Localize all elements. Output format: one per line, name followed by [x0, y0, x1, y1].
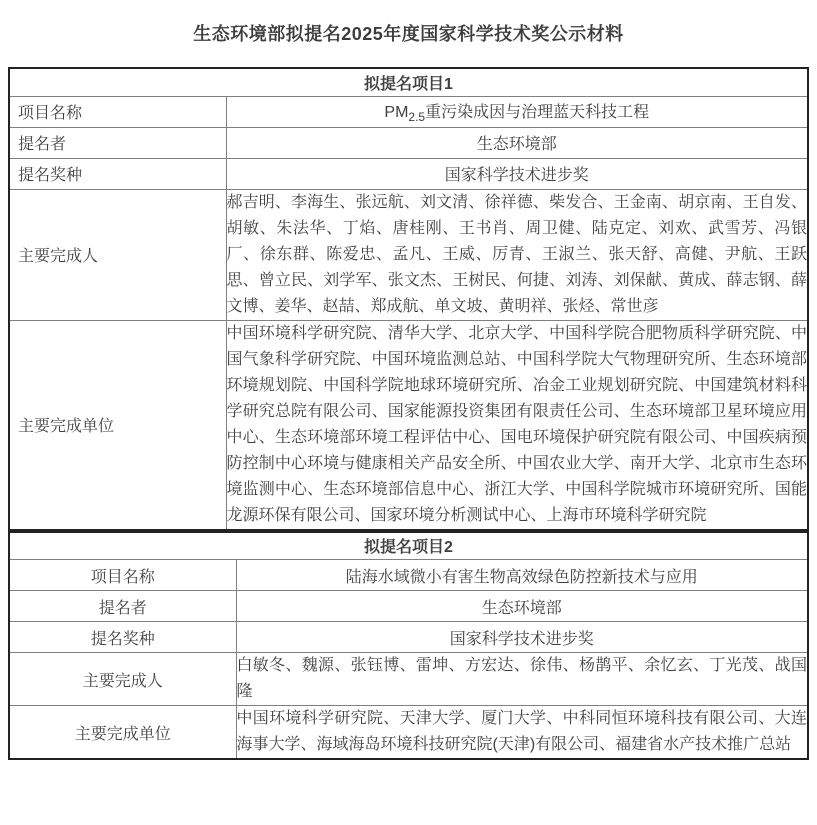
project-1-award-label: 提名奖种 — [9, 158, 226, 189]
project-2-completers-value: 白敏冬、魏源、张钰博、雷坤、方宏达、徐伟、杨鹊平、余忆玄、丁光茂、战国隆 — [236, 653, 808, 706]
project-1-header-row — [9, 68, 808, 96]
project-2-header-row — [9, 532, 808, 560]
project-1-nominator-value: 生态环境部 — [226, 127, 808, 158]
project-1-section-header: 拟提名项目1 — [9, 68, 808, 96]
project-2-award-label: 提名奖种 — [9, 622, 236, 653]
project-2-name-row — [9, 560, 808, 591]
notice-page — [0, 20, 817, 760]
project-1-completers-label: 主要完成人 — [9, 189, 226, 320]
project-2-nominator-label: 提名者 — [9, 591, 236, 622]
project-2-award-row — [9, 622, 808, 653]
project-2-name-label: 项目名称 — [9, 560, 236, 591]
project-2-name-value: 陆海水域微小有害生物高效绿色防控新技术与应用 — [236, 560, 808, 591]
project-1-units-label: 主要完成单位 — [9, 320, 226, 530]
project-1-completers-row — [9, 189, 808, 320]
project-1-name-value — [226, 96, 808, 127]
project-1-completers-value: 郝吉明、李海生、张远航、刘文清、徐祥德、柴发合、王金南、胡京南、王自发、胡敏、朱法华、丁焰、唐桂刚、王书肖、周卫健、陆克定、刘欢、武雪芳、冯银厂、徐东群、陈爱忠、孟凡、王威、厉青、王淑兰、张天舒、高健、尹航、王跃思、曾立民、刘学军、张文杰、王树民、何捷、刘涛、刘保献、黄成、薛志钢、薛文博、姜华、赵喆、郑成航、单文坡、黄明祥、张烃、常世彦 — [226, 189, 808, 320]
project-2-completers-label: 主要完成人 — [9, 653, 236, 706]
project-2-award-value: 国家科学技术进步奖 — [236, 622, 808, 653]
project-2-units-row — [9, 706, 808, 760]
project-2-nominator-row — [9, 591, 808, 622]
project-1-name-row — [9, 96, 808, 127]
project-1-award-value: 国家科学技术进步奖 — [226, 158, 808, 189]
project-2-units-label: 主要完成单位 — [9, 706, 236, 760]
project-1-table — [8, 67, 809, 531]
page-title: 生态环境部拟提名2025年度国家科学技术奖公示材料 — [193, 24, 624, 44]
project-2-table — [8, 531, 809, 761]
project-1-name-subscript: 2.5 — [408, 110, 426, 124]
project-1-units-row — [9, 320, 808, 530]
project-1-name-prefix: PM — [384, 104, 409, 121]
project-2-section-header: 拟提名项目2 — [9, 532, 808, 560]
project-1-name-label: 项目名称 — [9, 96, 226, 127]
project-1-award-row — [9, 158, 808, 189]
project-1-nominator-row — [9, 127, 808, 158]
project-2-nominator-value: 生态环境部 — [236, 591, 808, 622]
project-1-units-value: 中国环境科学研究院、清华大学、北京大学、中国科学院合肥物质科学研究院、中国气象科学研究院、中国环境监测总站、中国科学院大气物理研究所、生态环境部环境规划院、中国科学院地球环境研究所、冶金工业规划研究院、中国建筑材料科学研究总院有限公司、国家能源投资集团有限责任公司、生态环境部卫星环境应用中心、生态环境部环境工程评估中心、国电环境保护研究院有限公司、中国疾病预防控制中心环境与健康相关产品安全所、中国农业大学、南开大学、北京市生态环境监测中心、生态环境部信息中心、浙江大学、中国科学院城市环境研究所、国能龙源环保有限公司、国家环境分析测试中心、上海市环境科学研究院 — [226, 320, 808, 530]
project-2-completers-row — [9, 653, 808, 706]
project-1-name-rest: 重污染成因与治理蓝天科技工程 — [425, 104, 650, 121]
project-2-units-value: 中国环境科学研究院、天津大学、厦门大学、中科同恒环境科技有限公司、大连海事大学、海域海岛环境科技研究院(天津)有限公司、福建省水产技术推广总站 — [236, 706, 808, 760]
project-1-nominator-label: 提名者 — [9, 127, 226, 158]
